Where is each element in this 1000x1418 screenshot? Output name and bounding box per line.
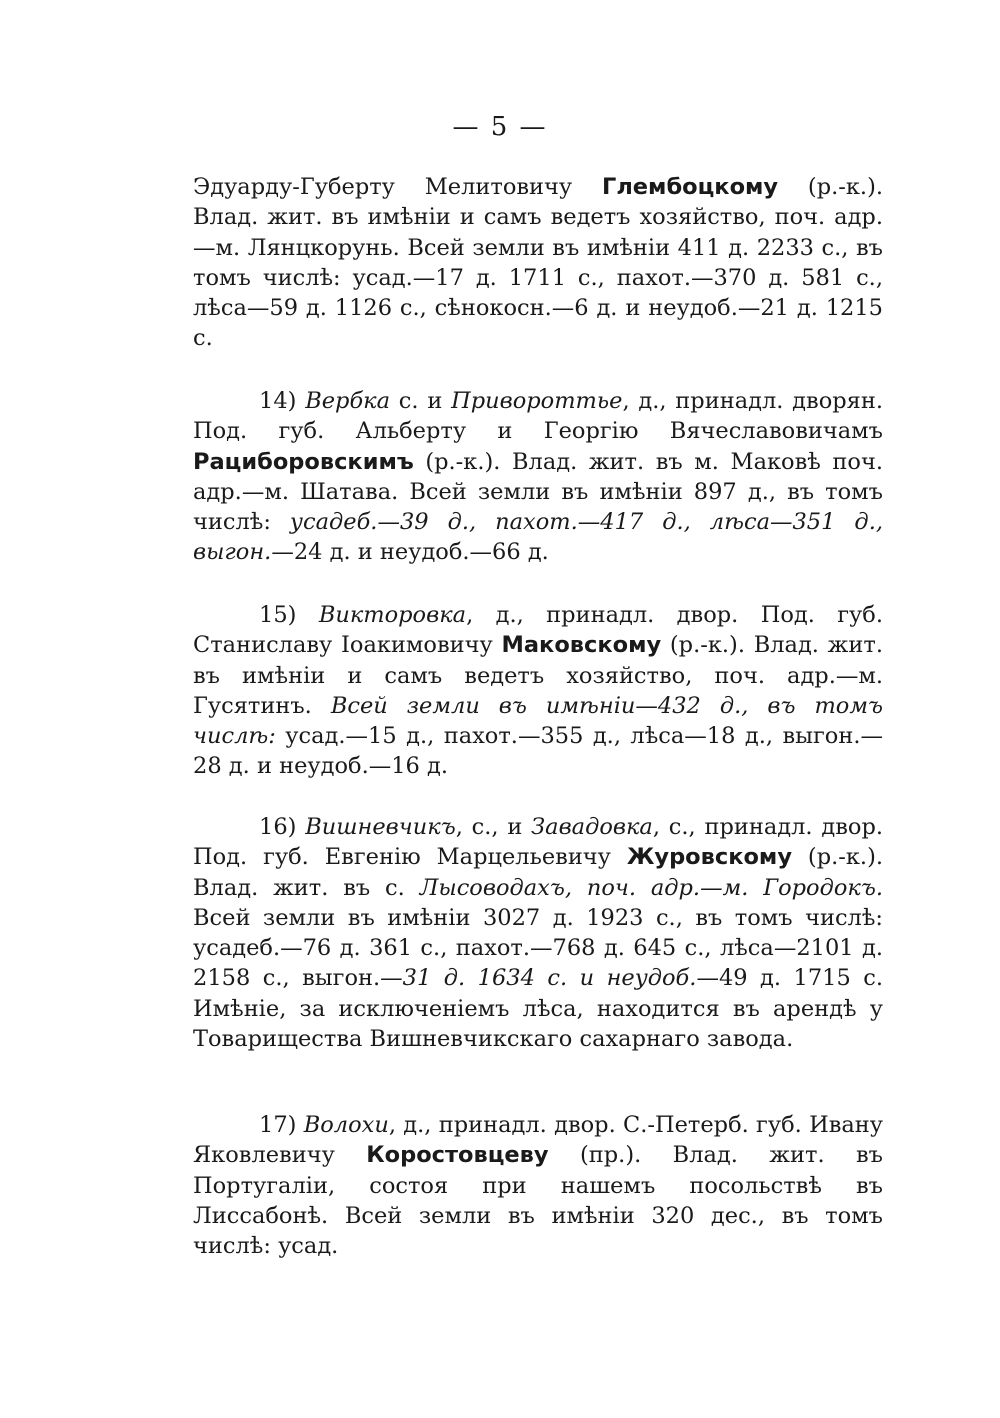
text-segment: , с., и: [455, 814, 532, 840]
italic-text: Вишневчикъ: [305, 814, 456, 840]
owner-surname: Глембоцкому: [601, 174, 779, 200]
text-segment: Эдуарду-Губерту Мелитовичу: [193, 174, 602, 200]
text-segment: —24 д. и неудоб.—66 д.: [271, 539, 549, 566]
page-number: — 5 —: [452, 112, 548, 142]
text-segment: (р.-к.). Влад. жит. въ имѣніи и самъ ведетъ хозяйство, поч. адр.—м. Гусятинъ.: [193, 632, 883, 719]
text-segment: (пр.). Влад. жит. въ Португаліи, состоя при нашемъ посольствѣ въ Лиссабонѣ. Всей земли въ имѣніи 320 дес., въ томъ числѣ: усад.: [193, 1142, 883, 1260]
italic-text: Всей земли въ имѣніи—432 д., въ томъ числѣ:: [193, 692, 883, 750]
text-segment: (р.-к.). Влад. жит. въ м. Маковѣ поч. адр.—м. Шатава. Всей земли въ имѣніи 897 д., въ томъ числѣ:: [193, 448, 883, 536]
text-segment: усад.—15 д., пахот.—355 д., лѣса—18 д., выгон.—28 д. и неудоб.—16 д.: [193, 723, 883, 780]
text-segment: 15): [259, 602, 319, 628]
italic-text: Лысоводахъ, поч. адр.—м. Городокъ.: [419, 874, 883, 901]
text-segment: , с., принадл. двор. Под. губ. Евгенію Марцельевичу: [193, 814, 884, 871]
entry-text: [193, 812, 883, 1054]
owner-surname: Маковскому: [501, 632, 662, 659]
entry-14: [193, 386, 883, 568]
owner-surname: Коростовцеву: [366, 1142, 549, 1169]
italic-text: Волохи: [303, 1112, 389, 1138]
text-segment: , д., принадл. двор. Под. губ. Станиславу Іоакимовичу: [193, 602, 883, 659]
text-segment: Всей земли въ имѣніи 3027 д. 1923 с., въ томъ числѣ: усадеб.—76 д. 361 с., пахот.—768 д. 645 с., лѣса—2101 д. 2158 с., выгон.—: [193, 904, 883, 992]
text-segment: 14): [259, 388, 306, 414]
entry-text: [193, 172, 883, 354]
text-segment: —49 д. 1715 с. Имѣніе, за исключеніемъ лѣса, находится въ арендѣ у Товарищества Вишневчикскаго сахарнаго завода.: [193, 965, 884, 1053]
text-segment: (р.-к.). Влад. жит. въ имѣніи и самъ ведетъ хозяйство, поч. адр.—м. Лянцкорунь. Всей земли въ имѣніи 411 д. 2233 с., въ томъ числѣ: усад.—17 д. 1711 с., пахот.—370 д. 581 с., лѣса—59 д. 1126 с., сѣнокосн.—6 д. и неудоб.—21 д. 1215 с.: [193, 174, 883, 352]
italic-text: Привороттье: [451, 388, 623, 414]
owner-surname: Рацибоpовскимъ: [193, 448, 414, 475]
text-segment: , д., принадл. двор. С.-Петерб. губ. Ивану Яковлевичу: [193, 1112, 884, 1169]
entry-13: [193, 172, 883, 354]
italic-text: Вербка: [305, 388, 391, 414]
text-segment: с. и: [390, 388, 452, 414]
italic-text: 31 д. 1634 с. и неудоб.: [402, 965, 697, 992]
italic-text: Викторовка: [318, 602, 467, 628]
italic-text: усадеб.—39 д., пахот.—417 д., лѣса—351 д., выгон.: [193, 509, 883, 566]
entry-16: [193, 812, 883, 1054]
entry-17: [193, 1110, 883, 1261]
italic-text: Завадовка: [531, 814, 653, 840]
text-segment: , д., принадл. дворян. Под. губ. Альберту и Георгію Вячеславовичамъ: [193, 388, 883, 445]
entry-text: [193, 386, 883, 568]
text-segment: 16): [259, 814, 306, 840]
text-segment: 17): [259, 1112, 304, 1138]
text-segment: (р.-к.). Влад. жит. въ с.: [193, 844, 884, 901]
entry-text: [193, 600, 883, 782]
entry-15: [193, 600, 883, 782]
owner-surname: Журовскому: [626, 844, 792, 871]
entry-text: [193, 1110, 883, 1261]
